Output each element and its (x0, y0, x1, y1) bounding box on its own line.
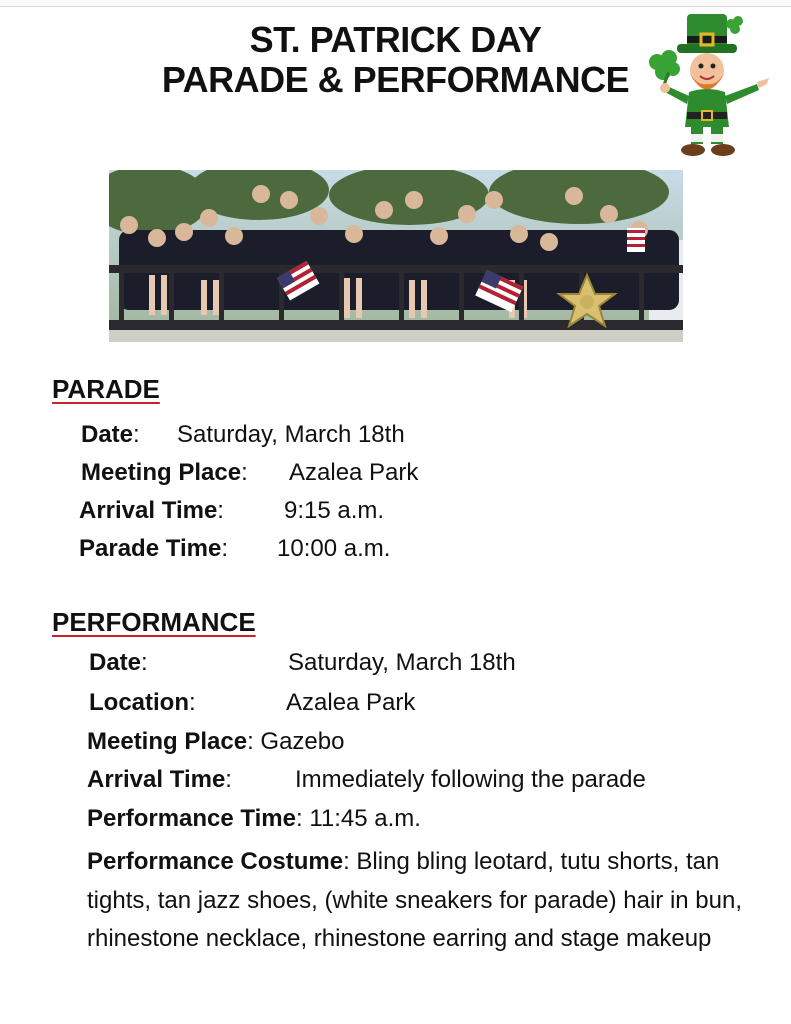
performance-time-row: Performance Time: 11:45 a.m. (87, 805, 421, 832)
parade-date-row: Date: Saturday, March 18th (81, 421, 405, 448)
performance-costume-label: Performance Costume (87, 848, 344, 875)
performance-location-row: Location: Azalea Park (89, 689, 416, 716)
parade-arrival-label: Arrival Time (79, 497, 218, 524)
parade-date-value: Saturday, March 18th (177, 421, 405, 448)
performance-time-value: 11:45 a.m. (309, 805, 421, 832)
parade-arrival-row: Arrival Time: 9:15 a.m. (79, 497, 385, 524)
performance-arrival-label: Arrival Time (87, 766, 226, 793)
performance-date-value: Saturday, March 18th (288, 649, 516, 676)
performance-date-row: Date: Saturday, March 18th (89, 649, 516, 676)
title-line-1: ST. PATRICK DAY (249, 19, 542, 60)
parade-arrival-value: 9:15 a.m. (284, 497, 385, 524)
performance-time-label: Performance Time (87, 805, 296, 832)
dancers-photo (109, 170, 683, 342)
title-line-2: PARADE & PERFORMANCE (161, 59, 630, 100)
performance-costume-paragraph: Performance Costume: Bling bling leotard, tutu shorts, tan tights, tan jazz shoes, (white sneakers for parade) hair in bun, rhinestone necklace, rhinestone earring and stage makeup (87, 848, 743, 952)
parade-meeting-value: Azalea Park (289, 459, 419, 486)
parade-time-row: Parade Time: 10:00 a.m. (79, 535, 391, 562)
parade-meeting-row: Meeting Place: Azalea Park (81, 459, 419, 486)
performance-date-label: Date (89, 649, 142, 676)
leprechaun-icon (645, 12, 775, 162)
parade-time-label: Parade Time (79, 535, 222, 562)
performance-meeting-value: Gazebo (260, 728, 345, 755)
parade-meeting-label: Meeting Place (81, 459, 242, 486)
performance-meeting-label: Meeting Place (87, 728, 248, 755)
performance-arrival-value: Immediately following the parade (295, 766, 646, 793)
top-divider (0, 0, 791, 7)
performance-heading: PERFORMANCE (52, 607, 256, 637)
performance-location-value: Azalea Park (286, 689, 416, 716)
performance-arrival-row: Arrival Time: Immediately following the parade (87, 766, 646, 793)
performance-costume-value: Bling bling leotard, tutu shorts, tan tights, tan jazz shoes, (white sneakers for parade) hair in bun, rhinestone necklace, rhinestone earring and stage makeup (87, 848, 743, 952)
performance-meeting-row: Meeting Place: Gazebo (87, 728, 345, 755)
parade-date-label: Date (81, 421, 134, 448)
parade-heading: PARADE (52, 374, 160, 404)
parade-time-value: 10:00 a.m. (277, 535, 391, 562)
performance-location-label: Location (89, 689, 189, 716)
